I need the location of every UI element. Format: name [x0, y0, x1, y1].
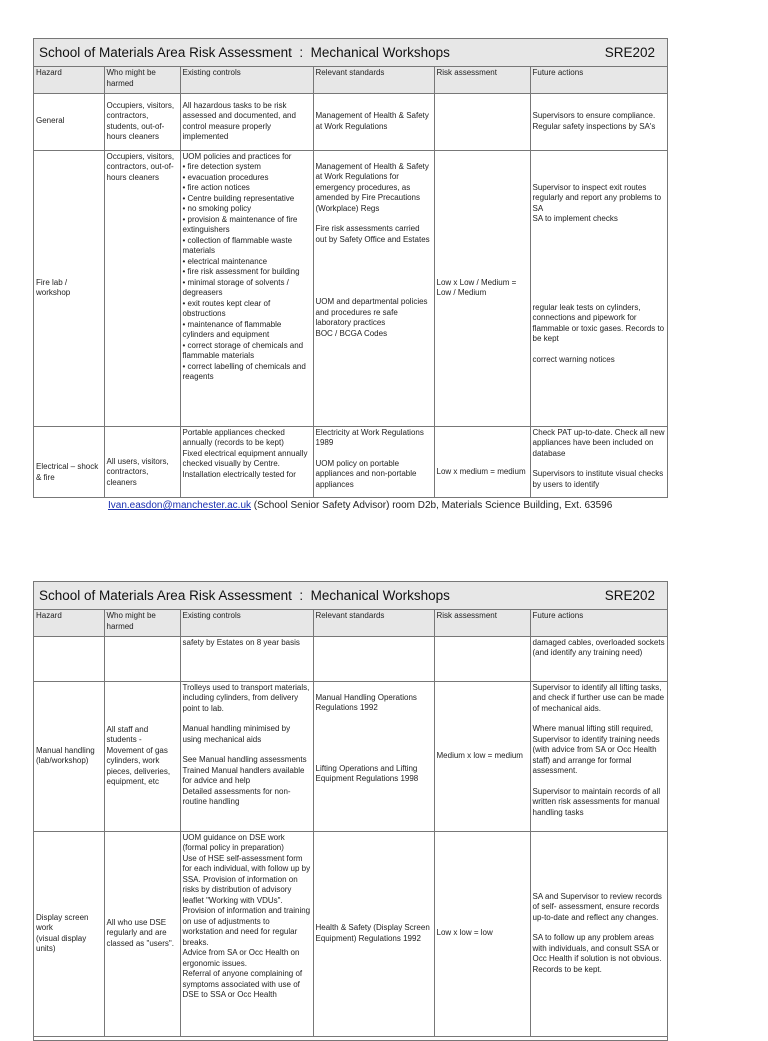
- standards-text: UOM and departmental policies and procedures re safe laboratory practices BOC / BCGA Codes: [315, 297, 428, 338]
- controls-cell: [180, 681, 313, 831]
- risk-table: [34, 610, 668, 1037]
- column-header-who: Who might be harmed: [104, 610, 180, 636]
- actions-text: Supervisor to maintain records of all written risk assessments for manual handling tasks: [532, 786, 661, 817]
- actions-text: Supervisors to institute visual checks by users to identify: [532, 469, 664, 489]
- standards-text: UOM policy on portable appliances and non-portable appliances: [315, 458, 417, 489]
- table-row-display-screen: [34, 831, 668, 1036]
- risk-cell: [434, 93, 530, 150]
- column-header-hazard: Hazard: [34, 610, 104, 636]
- actions-text: Where manual lifting still required, Supervisor to identify training needs (with advice from SA or Occ Health staff) and arrange for formal assessment.: [532, 724, 660, 775]
- actions-cell: [530, 831, 668, 1036]
- table-row-electrical-continued: [34, 636, 668, 681]
- actions-text: SA to follow up any problem areas with individuals, and consult SSA or Occ Health if solution is not obvious. Records to be kept.: [532, 933, 662, 974]
- risk-cell: Low x medium = medium: [434, 426, 530, 498]
- standards-cell: [313, 636, 434, 681]
- risk-assessment-page-1: [33, 38, 668, 498]
- hazard-cell: Electrical – shock & fire: [34, 426, 104, 498]
- who-cell: All users, visitors, contractors, cleaners: [104, 426, 180, 498]
- table-row-electrical: [34, 426, 668, 498]
- standards-cell: [313, 426, 434, 498]
- standards-cell: [313, 150, 434, 426]
- column-header-actions: Future actions: [530, 67, 668, 93]
- standards-text: Management of Health & Safety at Work Regulations for emergency procedures, as amended by Fire Precautions (Workplace) Regs: [315, 161, 429, 213]
- controls-text: Manual handling minimised by using mechanical aids: [182, 724, 291, 744]
- hazard-cell: Manual handling (lab/workshop): [34, 681, 104, 831]
- column-header-hazard: Hazard: [34, 67, 104, 93]
- controls-cell: All hazardous tasks to be risk assessed and documented, and control measure properly implemented: [180, 93, 313, 150]
- hazard-cell: General: [34, 93, 104, 150]
- page-footer: [108, 500, 612, 511]
- actions-cell: damaged cables, overloaded sockets (and identify any training need): [530, 636, 668, 681]
- risk-table: [34, 67, 668, 498]
- form-code: SRE202: [604, 588, 655, 603]
- actions-cell: [530, 681, 668, 831]
- controls-cell: safety by Estates on 8 year basis: [180, 636, 313, 681]
- page-title: School of Materials Area Risk Assessment : Mechanical Workshops: [39, 45, 450, 60]
- actions-text: Supervisor to identify all lifting tasks, and check if further use can be made of mechanical aids.: [532, 682, 665, 713]
- standards-text: Manual Handling Operations Regulations 1992: [315, 692, 417, 712]
- hazard-cell: Display screen work (visual display units): [34, 831, 104, 1036]
- table-row-fire: [34, 150, 668, 426]
- controls-text: Trolleys used to transport materials, including cylinders, from delivery point to lab.: [182, 682, 310, 713]
- who-cell: All staff and students - Movement of gas cylinders, work pieces, deliveries, equipment, etc: [104, 681, 180, 831]
- who-cell: [104, 636, 180, 681]
- actions-text: SA and Supervisor to review records of self- assessment, ensure records up-to-date and reflect any changes.: [532, 891, 662, 922]
- controls-cell: Portable appliances checked annually (records to be kept) Fixed electrical equipment annually checked visually by Centre. Installation electrically tested for: [180, 426, 313, 498]
- standards-text: Lifting Operations and Lifting Equipment Regulations 1998: [315, 763, 419, 783]
- who-cell: All who use DSE regularly and are classed as "users".: [104, 831, 180, 1036]
- who-cell: Occupiers, visitors, contractors, out-of-hours cleaners: [104, 150, 180, 426]
- actions-text: correct warning notices: [532, 354, 615, 364]
- standards-cell: Health & Safety (Display Screen Equipment) Regulations 1992: [313, 831, 434, 1036]
- standards-cell: [313, 681, 434, 831]
- actions-cell: [530, 150, 668, 426]
- risk-cell: Medium x low = medium: [434, 681, 530, 831]
- risk-assessment-page-2: [33, 581, 668, 1041]
- column-header-controls: Existing controls: [180, 67, 313, 93]
- table-row-general: [34, 93, 668, 150]
- column-header-risk: Risk assessment: [434, 67, 530, 93]
- hazard-cell: Fire lab / workshop: [34, 150, 104, 426]
- hazard-cell: [34, 636, 104, 681]
- controls-cell: UOM guidance on DSE work (formal policy in preparation) Use of HSE self-assessment form for each individual, with follow up by SSA. Provision of information on risks by distribution of advisory leaflet "Working with VDUs". Provision of information and training on use of adjustments to workstation and need for regular breaks. Advice from SA or Occ Health on ergonomic issues. Referral of anyone complaining of symptoms associated with use of DSE to SSA or Occ Health: [180, 831, 313, 1036]
- table-header-row: [34, 610, 668, 636]
- column-header-risk: Risk assessment: [434, 610, 530, 636]
- standards-text: Electricity at Work Regulations 1989: [315, 427, 424, 447]
- form-code: SRE202: [604, 45, 655, 60]
- controls-cell: UOM policies and practices for • fire detection system • evacuation procedures • fire action notices • Centre building representative • no smoking policy • provision & maintenance of fire extinguishers • collection of flammable waste materials • electrical maintenance • fire risk assessment for building • minimal storage of solvents / degreasers • exit routes kept clear of obstructions • maintenance of flammable cylinders and equipment • correct storage of chemicals and flammable materials • correct labelling of chemicals and reagents: [180, 150, 313, 426]
- actions-text: Check PAT up-to-date. Check all new appliances have been included on database: [532, 427, 665, 458]
- page-header: [34, 39, 667, 67]
- actions-text: regular leak tests on cylinders, connections and pipework for flammable or toxic gases. Records to be kept: [532, 302, 665, 343]
- column-header-actions: Future actions: [530, 610, 668, 636]
- risk-cell: [434, 636, 530, 681]
- actions-cell: Supervisors to ensure compliance. Regular safety inspections by SA's: [530, 93, 668, 150]
- table-header-row: [34, 67, 668, 93]
- risk-cell: Low x low = low: [434, 831, 530, 1036]
- column-header-standards: Relevant standards: [313, 67, 434, 93]
- page-header: [34, 582, 667, 610]
- column-header-standards: Relevant standards: [313, 610, 434, 636]
- who-cell: Occupiers, visitors, contractors, students, out-of-hours cleaners: [104, 93, 180, 150]
- actions-cell: [530, 426, 668, 498]
- advisor-details: (School Senior Safety Advisor) room D2b, Materials Science Building, Ext. 63596: [251, 500, 613, 511]
- column-header-who: Who might be harmed: [104, 67, 180, 93]
- table-row-manual-handling: [34, 681, 668, 831]
- risk-cell: Low x Low / Medium = Low / Medium: [434, 150, 530, 426]
- column-header-controls: Existing controls: [180, 610, 313, 636]
- advisor-email-link[interactable]: Ivan.easdon@manchester.ac.uk: [108, 500, 252, 511]
- standards-text: Fire risk assessments carried out by Safety Office and Estates: [315, 224, 430, 244]
- standards-cell: Management of Health & Safety at Work Regulations: [313, 93, 434, 150]
- page-title: School of Materials Area Risk Assessment : Mechanical Workshops: [39, 588, 450, 603]
- actions-text: Supervisor to inspect exit routes regularly and report any problems to SA SA to implement checks: [532, 182, 662, 223]
- controls-text: See Manual handling assessments Trained Manual handlers available for advice and help Detailed assessments for non-routine handling: [182, 755, 307, 806]
